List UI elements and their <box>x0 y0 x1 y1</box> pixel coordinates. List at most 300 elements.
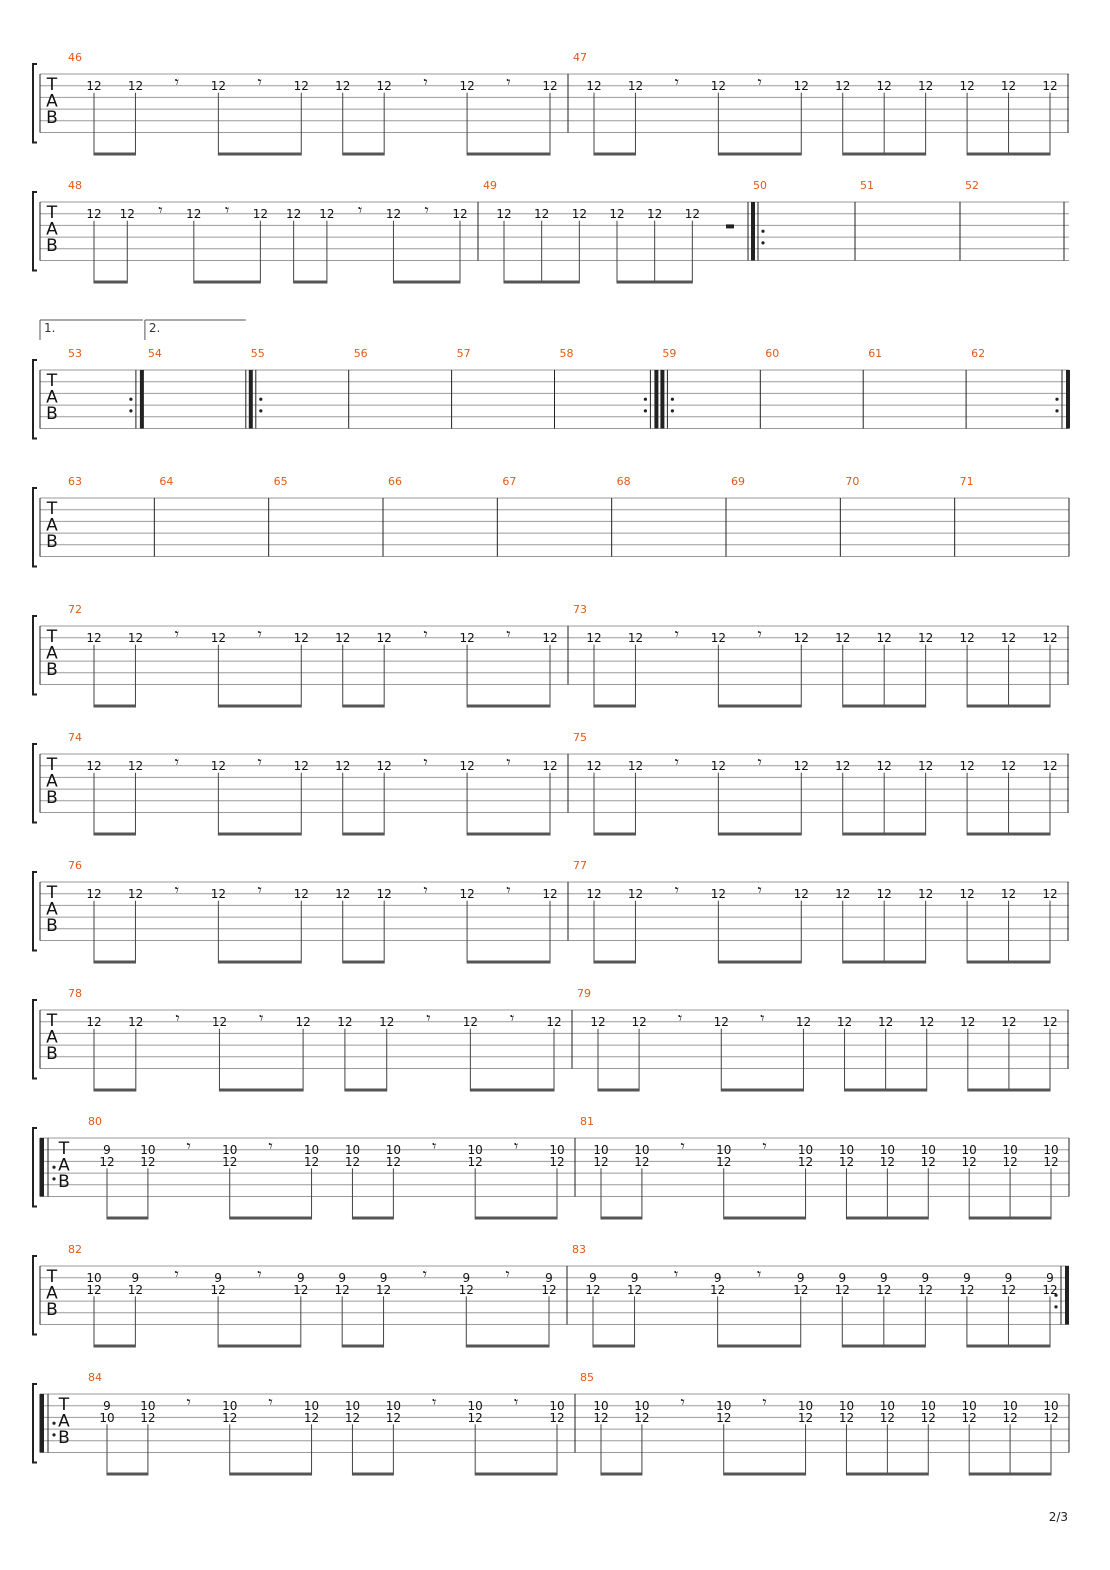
fret-number: 12 <box>1043 1410 1059 1425</box>
fret-number: 9 <box>214 1271 222 1286</box>
eighth-rest: 𝄾 <box>674 752 680 772</box>
measure-number: 65 <box>273 475 288 488</box>
fret-number: 12 <box>210 887 227 902</box>
fret-number: 12 <box>127 631 144 646</box>
measure-number: 48 <box>68 179 82 192</box>
fret-number: 12 <box>585 1282 601 1297</box>
measure-number: 63 <box>68 475 82 488</box>
fret-number: 12 <box>795 1015 812 1030</box>
fret-number: 9 <box>630 1271 639 1286</box>
measure-number: 69 <box>731 475 745 488</box>
eighth-rest: 𝄾 <box>174 72 180 92</box>
note-beam <box>343 705 384 708</box>
eighth-rest: 𝄾 <box>757 752 762 772</box>
tab-clef-letter: T <box>46 499 58 519</box>
fret-number: 12 <box>1000 79 1017 94</box>
note-beam <box>393 281 460 284</box>
fret-number: 12 <box>335 79 351 94</box>
fret-number: 12 <box>1001 1015 1017 1030</box>
fret-number: 10 <box>549 1399 565 1414</box>
fret-number: 10 <box>385 1143 402 1158</box>
system-bracket <box>33 744 37 823</box>
fret-number: 10 <box>140 1143 156 1158</box>
fret-number: 12 <box>344 1410 361 1425</box>
fret-number: 12 <box>1000 759 1017 774</box>
fret-number: 9 <box>103 1399 111 1414</box>
fret-number: 12 <box>119 207 135 222</box>
fret-number: 9 <box>838 1271 847 1286</box>
fret-number: 12 <box>385 207 402 222</box>
eighth-rest: 𝄾 <box>358 200 363 220</box>
fret-number: 12 <box>586 631 602 646</box>
tab-clef-letter: B <box>46 788 58 808</box>
fret-number: 12 <box>376 887 392 902</box>
note-beam <box>107 1217 148 1220</box>
tab-clef-letter: A <box>46 643 58 664</box>
fret-number: 12 <box>627 759 644 774</box>
fret-number: 12 <box>549 1154 565 1169</box>
fret-number: 12 <box>252 207 269 222</box>
note-beam <box>194 281 261 284</box>
fret-number: 12 <box>496 207 512 222</box>
fret-number: 12 <box>634 1410 650 1425</box>
fret-number: 12 <box>385 1154 402 1169</box>
tab-clef-letter: B <box>58 1172 70 1192</box>
measure-number: 64 <box>159 475 174 488</box>
eighth-rest: 𝄾 <box>158 200 163 220</box>
fret-number: 12 <box>710 887 727 902</box>
repeat-dot <box>671 409 674 412</box>
repeat-dot <box>52 1433 55 1436</box>
fret-number: 9 <box>921 1271 930 1286</box>
note-beam <box>218 833 301 836</box>
fret-number: 12 <box>1002 1154 1018 1169</box>
note-beam <box>594 705 635 708</box>
eighth-rest: 𝄾 <box>422 1264 428 1284</box>
fret-number: 12 <box>334 1282 350 1297</box>
eighth-rest: 𝄾 <box>506 880 511 900</box>
fret-number: 12 <box>140 1154 156 1169</box>
measure-number: 80 <box>88 1115 102 1128</box>
page-number: 2/3 <box>1048 1510 1068 1524</box>
tab-clef-letter: B <box>46 1044 58 1064</box>
fret-number: 12 <box>293 631 309 646</box>
fret-number: 12 <box>542 887 558 902</box>
repeat-start-thick-bar <box>40 1138 44 1197</box>
fret-number: 10 <box>86 1271 102 1286</box>
tab-clef-letter: A <box>58 1411 70 1432</box>
fret-number: 12 <box>335 759 351 774</box>
note-beam <box>967 833 1050 836</box>
eighth-rest: 𝄾 <box>673 1264 679 1284</box>
fret-number: 12 <box>710 759 727 774</box>
note-beam <box>718 833 801 836</box>
note-beam <box>467 833 550 836</box>
fret-number: 12 <box>375 1282 392 1297</box>
fret-number: 12 <box>295 1015 311 1030</box>
eighth-rest: 𝄾 <box>174 624 180 644</box>
fret-number: 10 <box>303 1399 320 1414</box>
note-beam <box>601 1473 642 1476</box>
fret-number: 12 <box>541 1282 557 1297</box>
fret-number: 12 <box>835 887 851 902</box>
eighth-rest: 𝄾 <box>268 1136 273 1156</box>
note-beam <box>342 1345 383 1348</box>
tab-clef-letter: T <box>46 1267 58 1287</box>
eighth-rest: 𝄾 <box>423 752 428 772</box>
fret-number: 12 <box>186 207 202 222</box>
eighth-rest: 𝄾 <box>432 1392 437 1412</box>
fret-number: 10 <box>222 1399 238 1414</box>
half-rest <box>726 224 734 228</box>
fret-number: 12 <box>458 1282 474 1297</box>
note-beam <box>969 1217 1051 1220</box>
fret-number: 12 <box>86 887 102 902</box>
fret-number: 12 <box>379 1015 395 1030</box>
fret-number: 12 <box>793 1282 809 1297</box>
eighth-rest: 𝄾 <box>257 624 262 644</box>
fret-number: 12 <box>835 79 851 94</box>
eighth-rest: 𝄾 <box>678 1008 683 1028</box>
fret-number: 12 <box>879 1410 896 1425</box>
measure-number: 79 <box>577 987 591 1000</box>
fret-number: 12 <box>586 759 602 774</box>
fret-number: 12 <box>210 631 227 646</box>
fret-number: 12 <box>86 759 102 774</box>
note-beam <box>718 1345 801 1348</box>
note-beam <box>475 1217 557 1220</box>
measure-number: 56 <box>353 347 368 360</box>
tab-clef-letter: B <box>46 404 58 424</box>
fret-number: 12 <box>86 207 102 222</box>
fret-number: 10 <box>1002 1399 1018 1414</box>
fret-number: 12 <box>222 1154 238 1169</box>
fret-number: 12 <box>1042 1015 1058 1030</box>
fret-number: 12 <box>542 759 558 774</box>
measure-number: 59 <box>662 347 677 360</box>
fret-number: 12 <box>1043 1154 1059 1169</box>
note-beam <box>107 1473 148 1476</box>
note-beam <box>967 705 1050 708</box>
fret-number: 12 <box>590 1015 606 1030</box>
fret-number: 12 <box>452 207 468 222</box>
fret-number: 12 <box>344 1154 361 1169</box>
measure-number: 47 <box>573 51 587 64</box>
fret-number: 10 <box>1043 1143 1059 1158</box>
tab-clef-letter: A <box>46 515 58 536</box>
tab-clef-letter: A <box>46 387 58 408</box>
note-beam <box>594 833 635 836</box>
tab-clef-letter: A <box>46 771 58 792</box>
fret-number: 12 <box>335 631 351 646</box>
fret-number: 12 <box>86 1015 102 1030</box>
measure-number: 62 <box>971 347 986 360</box>
eighth-rest: 𝄾 <box>224 200 230 220</box>
note-beam <box>218 153 301 156</box>
note-beam <box>842 1345 925 1348</box>
eighth-rest: 𝄾 <box>674 624 680 644</box>
note-beam <box>94 1089 136 1092</box>
fret-number: 10 <box>344 1399 361 1414</box>
fret-number: 12 <box>793 759 809 774</box>
system-bracket <box>33 64 37 143</box>
fret-number: 12 <box>128 1015 144 1030</box>
tab-clef-letter: B <box>46 1300 58 1320</box>
measure-number: 61 <box>868 347 883 360</box>
note-beam <box>475 1473 557 1476</box>
note-beam <box>843 705 926 708</box>
fret-number: 12 <box>593 1410 609 1425</box>
tab-clef-letter: B <box>46 916 58 936</box>
tab-clef-letter: T <box>46 1011 58 1031</box>
fret-number: 12 <box>917 887 934 902</box>
repeat-dot <box>1054 1305 1057 1308</box>
measure-number: 67 <box>502 475 517 488</box>
fret-number: 10 <box>593 1399 609 1414</box>
fret-number: 10 <box>838 1143 855 1158</box>
fret-number: 12 <box>1042 631 1058 646</box>
measure-number: 54 <box>147 347 162 360</box>
fret-number: 12 <box>959 1282 975 1297</box>
eighth-rest: 𝄾 <box>257 880 262 900</box>
note-beam <box>967 153 1050 156</box>
eighth-rest: 𝄾 <box>423 880 428 900</box>
note-beam <box>466 1345 549 1348</box>
tab-clef-letter: T <box>46 203 58 223</box>
eighth-rest: 𝄾 <box>757 880 762 900</box>
measure-number: 82 <box>68 1243 82 1256</box>
note-beam <box>967 1345 1050 1348</box>
volta-first-ending: 1. <box>44 321 56 335</box>
fret-number: 12 <box>534 207 550 222</box>
fret-number: 10 <box>634 1143 650 1158</box>
fret-number: 12 <box>335 887 351 902</box>
fret-number: 10 <box>634 1399 650 1414</box>
measure-number: 78 <box>68 987 82 1000</box>
measure-number: 73 <box>573 603 587 616</box>
measure-number: 76 <box>68 859 82 872</box>
measure-number: 49 <box>483 179 497 192</box>
note-beam <box>969 1473 1051 1476</box>
eighth-rest: 𝄾 <box>424 200 429 220</box>
tab-clef-letter: T <box>46 371 58 391</box>
fret-number: 12 <box>1002 1410 1018 1425</box>
repeat-start-thick-bar <box>660 370 664 429</box>
note-beam <box>718 961 801 964</box>
fret-number: 9 <box>462 1271 471 1286</box>
tab-clef-letter: T <box>46 75 58 95</box>
measure-number: 70 <box>845 475 860 488</box>
eighth-rest: 𝄾 <box>186 1392 191 1412</box>
fret-number: 12 <box>917 79 934 94</box>
fret-number: 12 <box>961 1154 977 1169</box>
note-beam <box>94 153 135 156</box>
repeat-dot <box>52 1177 55 1180</box>
fret-number: 12 <box>127 887 144 902</box>
eighth-rest: 𝄾 <box>186 1136 191 1156</box>
measure-number: 46 <box>68 51 82 64</box>
fret-number: 10 <box>716 1143 732 1158</box>
tab-clef-letter: T <box>46 883 58 903</box>
eighth-rest: 𝄾 <box>257 72 262 92</box>
note-beam <box>721 1089 803 1092</box>
fret-number: 12 <box>1000 631 1017 646</box>
repeat-end-thick-bar <box>140 370 144 429</box>
fret-number: 12 <box>631 1015 647 1030</box>
note-beam <box>724 1217 806 1220</box>
fret-number: 12 <box>1042 887 1058 902</box>
measure-number: 84 <box>88 1371 102 1384</box>
note-beam <box>617 281 692 284</box>
fret-number: 12 <box>546 1015 562 1030</box>
note-beam <box>343 961 384 964</box>
note-beam <box>843 833 926 836</box>
eighth-rest: 𝄾 <box>423 624 428 644</box>
system-bracket <box>33 360 37 439</box>
fret-number: 12 <box>376 79 392 94</box>
note-beam <box>467 961 550 964</box>
volta-second-ending: 2. <box>148 321 161 335</box>
eighth-rest: 𝄾 <box>760 1008 765 1028</box>
repeat-end-thick-bar <box>654 370 658 429</box>
measure-number: 50 <box>753 179 767 192</box>
fret-number: 12 <box>835 631 851 646</box>
measure-number: 52 <box>965 179 979 192</box>
measure-number: 66 <box>388 475 402 488</box>
fret-number: 12 <box>920 1410 936 1425</box>
fret-number: 12 <box>627 79 644 94</box>
fret-number: 12 <box>710 631 727 646</box>
note-beam <box>218 961 301 964</box>
repeat-dot <box>129 409 132 412</box>
fret-number: 12 <box>542 79 558 94</box>
fret-number: 12 <box>303 1154 320 1169</box>
repeat-end-thick-bar <box>1066 370 1070 429</box>
eighth-rest: 𝄾 <box>426 1008 431 1028</box>
fret-number: 12 <box>797 1410 814 1425</box>
fret-number: 9 <box>589 1271 597 1286</box>
fret-number: 10 <box>99 1410 115 1425</box>
fret-number: 12 <box>467 1154 483 1169</box>
system-bracket <box>33 1128 37 1207</box>
eighth-rest: 𝄾 <box>680 1136 685 1156</box>
fret-number: 12 <box>222 1410 238 1425</box>
fret-number: 10 <box>140 1399 156 1414</box>
fret-number: 12 <box>462 1015 479 1030</box>
repeat-dot <box>644 409 647 412</box>
fret-number: 12 <box>210 1282 226 1297</box>
eighth-rest: 𝄾 <box>680 1392 685 1412</box>
fret-number: 9 <box>545 1271 553 1286</box>
fret-number: 10 <box>467 1143 483 1158</box>
fret-number: 12 <box>919 1015 935 1030</box>
fret-number: 10 <box>1043 1399 1059 1414</box>
fret-number: 12 <box>459 759 475 774</box>
fret-number: 12 <box>376 631 392 646</box>
system-bracket <box>33 488 37 567</box>
system-bracket <box>33 192 37 271</box>
eighth-rest: 𝄾 <box>513 1392 519 1412</box>
fret-number: 12 <box>385 1410 402 1425</box>
note-beam <box>94 1345 135 1348</box>
note-beam <box>504 281 579 284</box>
fret-number: 12 <box>210 759 227 774</box>
eighth-rest: 𝄾 <box>175 1008 180 1028</box>
note-beam <box>467 705 550 708</box>
system-bracket <box>33 1000 37 1079</box>
fret-number: 9 <box>296 1271 305 1286</box>
fret-number: 12 <box>127 1282 144 1297</box>
measure-number: 55 <box>250 347 265 360</box>
fret-number: 9 <box>713 1271 722 1286</box>
note-beam <box>218 1345 301 1348</box>
repeat-dot <box>1055 409 1058 412</box>
fret-number: 9 <box>338 1271 347 1286</box>
note-beam <box>593 1345 635 1348</box>
repeat-start-thick-bar <box>249 370 253 429</box>
fret-number: 10 <box>303 1143 320 1158</box>
note-beam <box>594 153 635 156</box>
fret-number: 12 <box>959 759 975 774</box>
eighth-rest: 𝄾 <box>757 1264 762 1284</box>
fret-number: 12 <box>716 1154 732 1169</box>
note-beam <box>352 1473 393 1476</box>
measure-number: 60 <box>765 347 780 360</box>
note-beam <box>601 1217 642 1220</box>
fret-number: 12 <box>876 79 892 94</box>
measure-number: 71 <box>959 475 974 488</box>
note-beam <box>230 1217 312 1220</box>
tab-clef-letter: A <box>46 91 58 112</box>
eighth-rest: 𝄾 <box>674 72 680 92</box>
fret-number: 12 <box>593 1154 609 1169</box>
note-beam <box>94 961 135 964</box>
eighth-rest: 𝄾 <box>268 1392 273 1412</box>
fret-number: 12 <box>293 79 309 94</box>
measure-number: 74 <box>68 731 82 744</box>
note-beam <box>343 833 384 836</box>
note-beam <box>294 281 327 284</box>
note-beam <box>94 281 127 284</box>
note-beam <box>846 1217 928 1220</box>
fret-number: 12 <box>319 207 335 222</box>
fret-number: 12 <box>571 207 587 222</box>
fret-number: 12 <box>459 631 475 646</box>
measure-number: 72 <box>68 603 82 616</box>
fret-number: 10 <box>797 1399 814 1414</box>
repeat-dot <box>761 230 764 233</box>
measure-number: 51 <box>860 179 874 192</box>
fret-number: 12 <box>542 631 558 646</box>
tab-clef-letter: A <box>46 1027 58 1048</box>
measure-number: 58 <box>559 347 574 360</box>
fret-number: 12 <box>647 207 663 222</box>
repeat-dot <box>259 409 262 412</box>
fret-number: 12 <box>86 631 102 646</box>
fret-number: 10 <box>222 1143 238 1158</box>
fret-number: 12 <box>1042 759 1058 774</box>
repeat-start-thick-bar <box>751 202 755 261</box>
fret-number: 12 <box>627 887 644 902</box>
fret-number: 12 <box>877 1015 894 1030</box>
system-bracket <box>33 616 37 695</box>
fret-number: 12 <box>303 1410 320 1425</box>
fret-number: 12 <box>634 1154 650 1169</box>
system-bracket <box>33 1384 37 1463</box>
eighth-rest: 𝄾 <box>762 1136 767 1156</box>
tab-clef-letter: B <box>46 660 58 680</box>
fret-number: 12 <box>99 1154 115 1169</box>
